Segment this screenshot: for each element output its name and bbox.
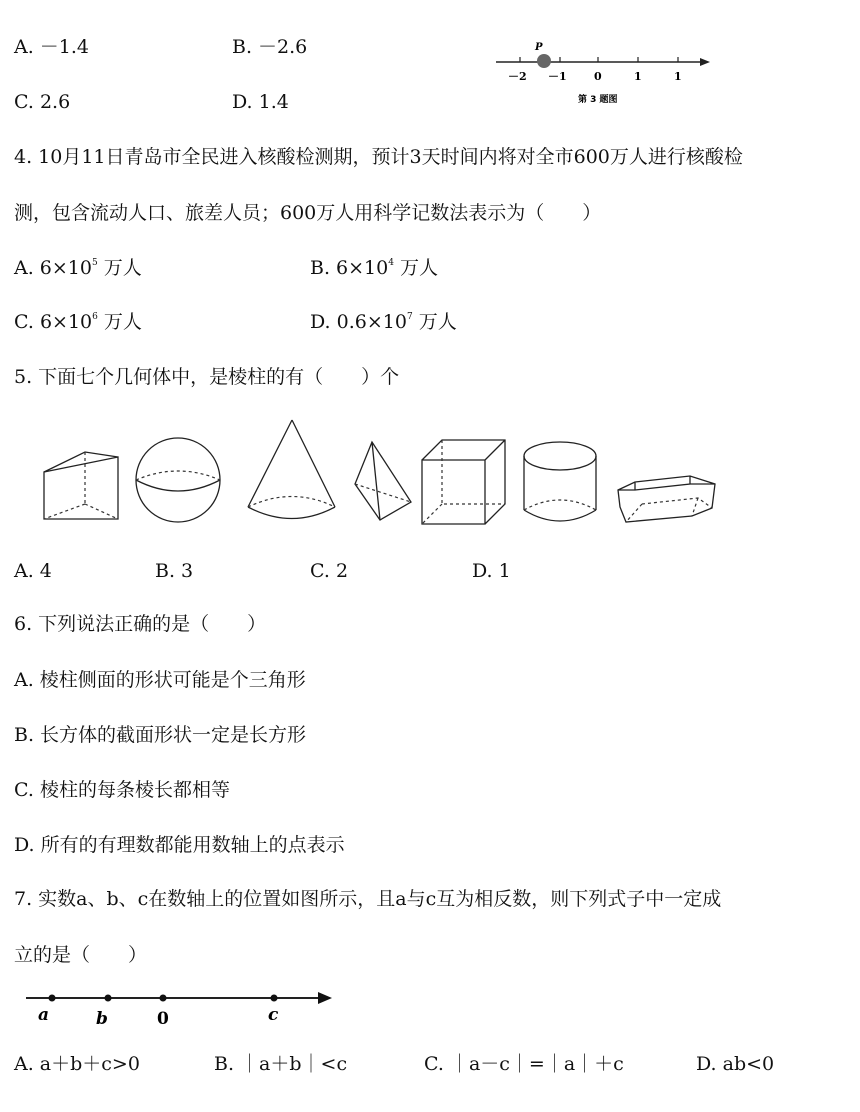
cube-solid [422,440,505,524]
q4-option-b[interactable] [310,259,438,278]
q3-point-p-blot [537,54,551,68]
arrow-icon [318,992,332,1004]
triangular-pyramid-solid [355,442,411,520]
q4-option-c-unit: 万人 [97,311,142,333]
q4-option-d[interactable] [310,313,457,332]
q7-point-zero [160,995,167,1002]
q4-stem-line-2: 测，包含流动人口、旅差人员；600万人用科学记数法表示为（ ） [14,202,602,224]
q6-option-b[interactable]: B. 长方体的截面形状一定是长方形 [14,724,307,746]
q4-option-c-exponent: 6 [92,312,98,322]
q7-label-b: b [96,1009,108,1029]
q4-option-d-exponent: 7 [406,312,413,322]
cone-solid [248,420,335,519]
q7-option-a[interactable]: A. a＋b＋c>0 [14,1053,140,1075]
q4-option-a-unit: 万人 [97,257,142,279]
q3-option-b[interactable]: B. －2.6 [232,36,308,58]
q6-option-d[interactable]: D. 所有的有理数都能用数轴上的点表示 [14,834,345,856]
q4-option-c-base: C. 6×10 [14,311,93,333]
q7-label-c: c [268,1005,279,1025]
q4-option-b-exponent: 4 [388,258,394,268]
q4-option-a[interactable] [14,259,142,278]
q3-option-c[interactable]: C. 2.6 [14,91,71,113]
q3-tick-label: 1 [674,70,682,83]
q6-option-a[interactable]: A. 棱柱侧面的形状可能是个三角形 [14,669,306,691]
q6-stem: 6. 下列说法正确的是（ ） [14,613,267,635]
q4-option-b-unit: 万人 [393,257,439,279]
q3-option-d[interactable]: D. 1.4 [232,91,289,113]
q3-option-a[interactable]: A. －1.4 [14,36,90,58]
q5-option-a[interactable]: A. 4 [14,560,52,582]
q7-label-a: a [38,1005,50,1025]
q3-number-line-figure [490,36,720,108]
q7-point-b [105,995,112,1002]
q3-tick-label: 1 [634,70,642,83]
q5-stem: 5. 下面七个几何体中，是棱柱的有（ ）个 [14,366,400,388]
q4-option-a-exponent: 5 [92,258,98,268]
q7-label-zero: 0 [157,1009,169,1029]
q5-option-c[interactable]: C. 2 [310,560,349,582]
q7-stem-line-2: 立的是（ ） [14,944,148,966]
q7-option-c[interactable]: C. ｜a－c｜=｜a｜＋c [424,1053,624,1075]
q7-option-b[interactable]: B. ｜a＋b｜<c [214,1053,348,1075]
q3-point-label: P [535,42,543,53]
q4-option-c[interactable] [14,313,142,332]
q4-option-a-base: A. 6×10 [14,257,92,279]
sphere-solid [136,438,220,522]
q4-stem-line-1: 4. 10月11日青岛市全民进入核酸检测期，预计3天时间内将对全市600万人进行核酸检 [14,146,743,168]
arrow-icon [700,58,710,66]
q4-option-d-base: D. 0.6×10 [310,311,407,333]
q5-solids-figure [30,412,730,537]
q7-point-c [271,995,278,1002]
triangular-prism-solid [44,452,118,519]
q7-number-line-figure [22,986,342,1032]
cylinder-solid [524,442,596,521]
q4-option-d-unit: 万人 [412,311,457,333]
q5-option-d[interactable]: D. 1 [472,560,511,582]
pentagonal-prism-solid [618,476,715,522]
q4-option-b-base: B. 6×10 [310,257,389,279]
q7-stem-line-1: 7. 实数a、b、c在数轴上的位置如图所示，且a与c互为相反数，则下列式子中一定成 [14,888,722,910]
q3-tick-label: －1 [548,70,567,83]
q3-tick-label: 0 [594,70,602,83]
q6-option-c[interactable]: C. 棱柱的每条棱长都相等 [14,779,230,801]
q3-figure-caption: 第 3 题图 [578,95,618,105]
q7-point-a [49,995,56,1002]
q3-tick-label: －2 [508,70,527,83]
q5-option-b[interactable]: B. 3 [155,560,194,582]
q7-option-d[interactable]: D. ab<0 [696,1053,775,1075]
